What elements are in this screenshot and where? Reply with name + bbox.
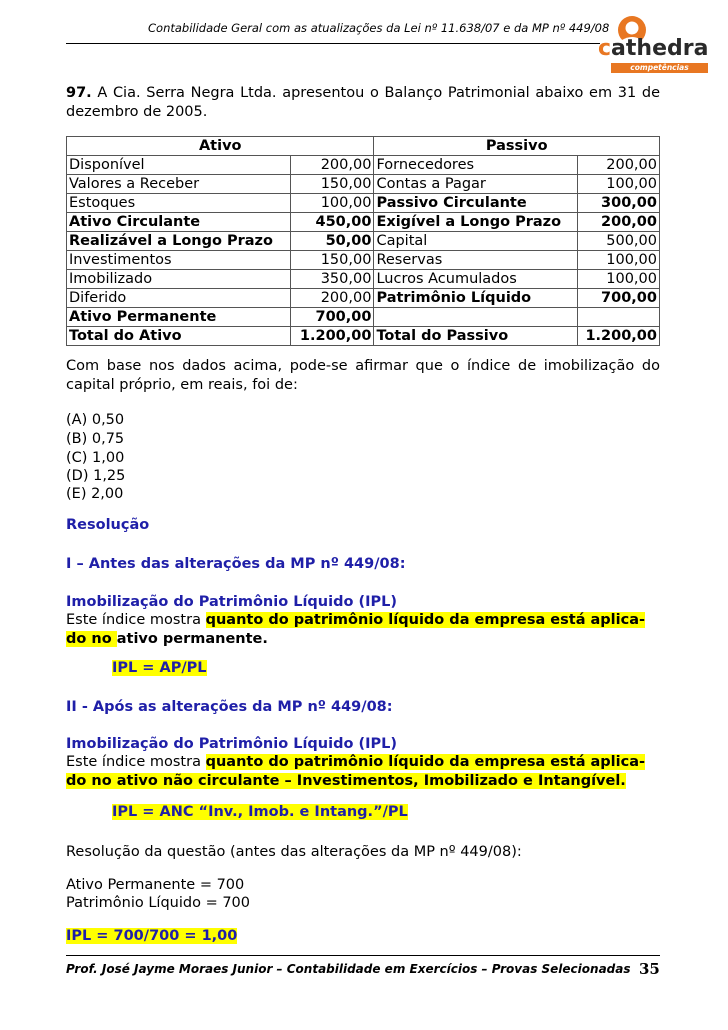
table-cell: 100,00 — [578, 175, 660, 194]
line-ativo-permanente: Ativo Permanente = 700 — [66, 877, 245, 893]
option-d: (D) 1,25 — [66, 468, 126, 484]
section1-title: I – Antes das alterações da MP nº 449/08: — [66, 556, 406, 572]
section2-title: II - Após as alterações da MP nº 449/08: — [66, 699, 393, 715]
table-row — [67, 213, 660, 232]
table-row — [67, 308, 660, 327]
table-cell: 300,00 — [578, 194, 660, 213]
option-c: (C) 1,00 — [66, 450, 125, 466]
table-cell: Total do Passivo — [374, 327, 578, 346]
table-cell: Contas a Pagar — [374, 175, 578, 194]
table-cell: 500,00 — [578, 232, 660, 251]
logo-wordmark: cathedra — [598, 36, 709, 61]
table-row — [67, 194, 660, 213]
table-cell: 200,00 — [578, 213, 660, 232]
header-divider — [66, 43, 600, 44]
table-cell: Fornecedores — [374, 156, 578, 175]
table-row — [67, 232, 660, 251]
table-cell: Ativo Permanente — [67, 308, 291, 327]
section1-description: Este índice mostra quanto do patrimônio líquido da empresa está aplica- do no ativo permanente. — [66, 612, 646, 647]
table-cell: Lucros Acumulados — [374, 270, 578, 289]
option-e: (E) 2,00 — [66, 486, 124, 502]
table-row — [67, 251, 660, 270]
table-row — [67, 156, 660, 175]
table-cell: 100,00 — [290, 194, 374, 213]
question-prompt: Com base nos dados acima, pode-se afirmar que o índice de imobilização do capital próprio, em reais, foi de: — [66, 358, 660, 393]
table-cell: 700,00 — [578, 289, 660, 308]
table-row — [67, 289, 660, 308]
section2-subtitle: Imobilização do Patrimônio Líquido (IPL) — [66, 736, 397, 752]
table-cell: 100,00 — [578, 251, 660, 270]
header-passivo: Passivo — [374, 137, 660, 156]
table-row — [67, 327, 660, 346]
table-cell: 150,00 — [290, 251, 374, 270]
table-cell: Investimentos — [67, 251, 291, 270]
table-cell: Ativo Circulante — [67, 213, 291, 232]
table-cell: Reservas — [374, 251, 578, 270]
question-statement — [66, 84, 660, 122]
table-cell: Valores a Receber — [67, 175, 291, 194]
section2-formula: IPL = ANC “Inv., Imob. e Intang.”/PL — [112, 804, 408, 820]
page-number: 35 — [639, 960, 660, 978]
running-header: Contabilidade Geral com as atualizações da Lei nº 11.638/07 e da MP nº 449/08 — [148, 21, 610, 35]
section1-formula: IPL = AP/PL — [112, 660, 207, 676]
table-cell: 1.200,00 — [578, 327, 660, 346]
table-cell: 200,00 — [578, 156, 660, 175]
resolution-title: Resolução — [66, 517, 150, 533]
logo-tagline: competências profissionais — [611, 63, 708, 73]
footer-text: Prof. José Jayme Moraes Junior – Contabilidade em Exercícios – Provas Selecionadas — [66, 962, 631, 976]
table-cell: 200,00 — [290, 156, 374, 175]
solving-intro: Resolução da questão (antes das alterações da MP nº 449/08): — [66, 844, 522, 860]
question-text: A Cia. Serra Negra Ltda. apresentou o Balanço Patrimonial abaixo em 31 de dezembro de 2005. — [66, 85, 660, 120]
table-cell: Passivo Circulante — [374, 194, 578, 213]
table-cell: 50,00 — [290, 232, 374, 251]
table-cell: 150,00 — [290, 175, 374, 194]
footer-divider — [66, 955, 660, 956]
table-cell: Capital — [374, 232, 578, 251]
table-cell: Estoques — [67, 194, 291, 213]
option-a: (A) 0,50 — [66, 412, 125, 428]
table-cell — [578, 308, 660, 327]
table-header-row — [67, 137, 660, 156]
table-cell: Realizável a Longo Prazo — [67, 232, 291, 251]
table-cell — [374, 308, 578, 327]
table-cell: Diferido — [67, 289, 291, 308]
option-b: (B) 0,75 — [66, 431, 125, 447]
question-number: 97. — [66, 85, 92, 101]
table-cell: 1.200,00 — [290, 327, 374, 346]
table-row — [67, 175, 660, 194]
balance-sheet-table — [66, 136, 660, 346]
table-cell: 200,00 — [290, 289, 374, 308]
table-cell: Exigível a Longo Prazo — [374, 213, 578, 232]
table-cell: 450,00 — [290, 213, 374, 232]
table-cell: 100,00 — [578, 270, 660, 289]
table-cell: Disponível — [67, 156, 291, 175]
ipl-result: IPL = 700/700 = 1,00 — [66, 928, 238, 944]
table-cell: 350,00 — [290, 270, 374, 289]
table-cell: Imobilizado — [67, 270, 291, 289]
header-ativo: Ativo — [67, 137, 374, 156]
table-cell: 700,00 — [290, 308, 374, 327]
table-row — [67, 270, 660, 289]
table-cell: Total do Ativo — [67, 327, 291, 346]
line-patrimonio-liquido: Patrimônio Líquido = 700 — [66, 895, 250, 911]
table-cell: Patrimônio Líquido — [374, 289, 578, 308]
section2-description: Este índice mostra quanto do patrimônio líquido da empresa está aplica- do no ativo não circulante – Investimentos, Imobilizado e Intangível. — [66, 754, 646, 789]
section1-subtitle: Imobilização do Patrimônio Líquido (IPL) — [66, 594, 397, 610]
